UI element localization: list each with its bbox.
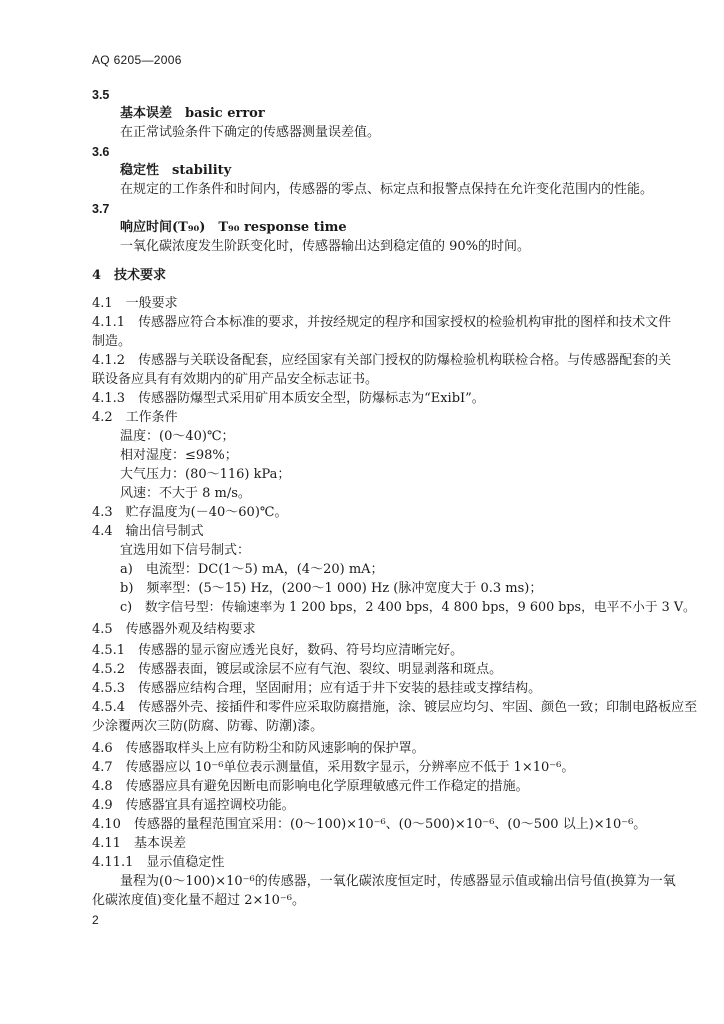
standard-code-header: AQ 6205—2006	[92, 53, 182, 67]
clause-text: 4.5.1 传感器的显示窗应透光良好，数码、符号均应清晰完好。	[92, 643, 464, 658]
clause-text-continued: 化碳浓度值)变化量不超过 2×10⁻⁶。	[92, 893, 305, 908]
clause-text: 宜选用如下信号制式：	[120, 543, 251, 558]
clause-text: 量程为(0～100)×10⁻⁶的传感器，一氧化碳浓度恒定时，传感器显示值或输出信号值(换算为一氧	[120, 874, 676, 889]
clause-text: 4.11.1 显示值稳定性	[92, 855, 225, 870]
clause-text: 4.11 基本误差	[92, 836, 186, 851]
page-number: 2	[92, 913, 99, 927]
section-heading: 4 技术要求	[92, 268, 167, 283]
definition-text: 在正常试验条件下确定的传感器测量误差值。	[120, 125, 381, 140]
list-item: a) 电流型：DC(1～5) mA，(4～20) mA；	[120, 562, 384, 577]
clause-text: 4.2 工作条件	[92, 410, 178, 425]
condition-item: 温度：(0～40)℃；	[120, 429, 235, 444]
clause-number: 3.5	[92, 88, 110, 102]
clause-text-continued: 联设备应具有有效期内的矿用产品安全标志证书。	[92, 372, 379, 387]
clause-text: 4.1.3 传感器防爆型式采用矿用本质安全型，防爆标志为“ExibI”。	[92, 391, 485, 406]
clause-text: 4.10 传感器的量程范围宜采用：(0～100)×10⁻⁶、(0～500)×10⁻⁶、(0～500 以上)×10⁻⁶。	[92, 817, 647, 832]
condition-item: 风速：不大于 8 m/s。	[120, 486, 251, 501]
clause-text: 4.5.3 传感器应结构合理，坚固耐用；应有适于井下安装的悬挂或支撑结构。	[92, 681, 542, 696]
clause-text-continued: 少涂覆两次三防(防腐、防霉、防潮)漆。	[92, 719, 324, 734]
clause-number: 3.6	[92, 145, 110, 159]
clause-text: 4.1 一般要求	[92, 296, 178, 311]
definition-text: 一氧化碳浓度发生阶跃变化时，传感器输出达到稳定值的 90%的时间。	[120, 239, 531, 254]
definition-text: 在规定的工作条件和时间内，传感器的零点、标定点和报警点保持在允许变化范围内的性能。	[120, 182, 654, 197]
clause-number: 3.7	[92, 202, 110, 216]
term-heading: 基本误差 basic error	[120, 106, 265, 121]
clause-text: 4.5.2 传感器表面，镀层或涂层不应有气泡、裂纹、明显剥落和斑点。	[92, 662, 503, 677]
clause-text: 4.8 传感器应具有避免因断电而影响电化学原理敏感元件工作稳定的措施。	[92, 779, 529, 794]
clause-text: 4.1.1 传感器应符合本标准的要求，并按经规定的程序和国家授权的检验机构审批的图样和技术文件	[92, 315, 672, 330]
list-item: b) 频率型：(5～15) Hz，(200～1 000) Hz (脉冲宽度大于 0.3 ms)；	[120, 581, 543, 596]
clause-text: 4.6 传感器取样头上应有防粉尘和防风速影响的保护罩。	[92, 741, 425, 756]
clause-text: 4.3 贮存温度为(－40～60)℃。	[92, 505, 288, 520]
term-heading: 稳定性 stability	[120, 163, 232, 178]
clause-text: 4.9 传感器宜具有遥控调校功能。	[92, 798, 295, 813]
clause-text: 4.5.4 传感器外壳、接插件和零件应采取防腐措施，涂、镀层应均匀、牢固、颜色一致；印制电路板应至	[92, 700, 698, 715]
clause-text: 4.4 输出信号制式	[92, 524, 204, 539]
clause-text: 4.7 传感器应以 10⁻⁶单位表示测量值，采用数字显示，分辨率应不低于 1×10⁻⁶。	[92, 760, 575, 775]
condition-item: 相对湿度：≤98%；	[120, 448, 238, 463]
condition-item: 大气压力：(80～116) kPa；	[120, 467, 291, 482]
list-item: c) 数字信号型：传输速率为 1 200 bps，2 400 bps，4 800 bps，9 600 bps，电平不小于 3 V。	[120, 600, 696, 615]
clause-text: 4.5 传感器外观及结构要求	[92, 622, 256, 637]
term-heading: 响应时间(T₉₀) T₉₀ response time	[120, 220, 347, 235]
clause-text-continued: 制造。	[92, 334, 132, 349]
clause-text: 4.1.2 传感器与关联设备配套，应经国家有关部门授权的防爆检验机构联检合格。与传感器配套的关	[92, 353, 672, 368]
